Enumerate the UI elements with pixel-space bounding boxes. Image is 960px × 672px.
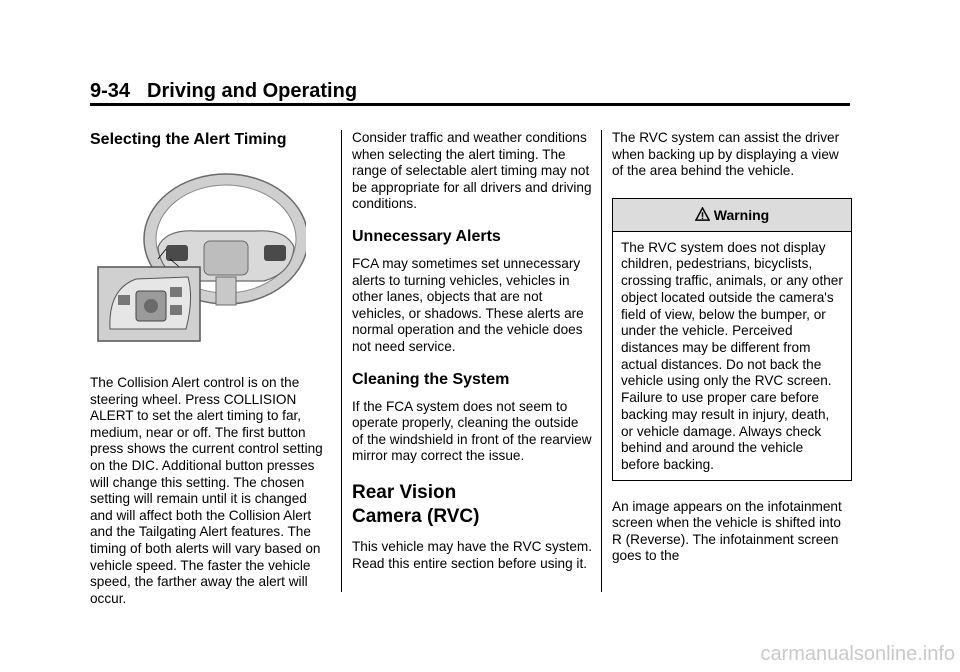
alert-timing-text: The Collision Alert control is on the steering wheel. Press COLLISION ALERT to set the alert timing to far, medium, near or off. The first button press shows the current control setting on the DIC. Additional button presses will change this setting. The chosen setting will remain until it is changed and will affect both the Collision Alert and the Tailgating Alert features. The timing of both alerts will vary based on vehicle speed. The faster the vehicle speed, the farther away the alert will occur. (90, 375, 323, 606)
cleaning-system-text: If the FCA system does not seem to operate properly, cleaning the outside of the windshield in front of the rearview mirror may correct the issue. (352, 398, 592, 464)
warning-icon (695, 207, 710, 222)
page-number: 9-34 (90, 80, 131, 102)
warning-title: Warning (713, 206, 770, 223)
heading-cleaning-system: Cleaning the System (352, 370, 510, 388)
rvc-intro-text: This vehicle may have the RVC system. Read this entire section before using it. (352, 538, 592, 571)
column-divider-2 (601, 130, 602, 592)
unnecessary-alerts-text: FCA may sometimes set unnecessary alerts to turning vehicles, vehicles in other lanes, objects that are not vehicles, or shadows. These alerts are normal operation and the vehicle does not need service. (352, 255, 584, 354)
steering-wheel-icon (96, 169, 306, 359)
column-2 (352, 130, 592, 572)
column-1 (90, 130, 330, 607)
steering-wheel-illustration (96, 169, 306, 359)
header-rule (90, 103, 850, 106)
heading-unnecessary-alerts: Unnecessary Alerts (352, 227, 501, 245)
timing-consideration-text: Consider traffic and weather conditions when selecting the alert timing. The range of selectable alert timing may not be appropriate for all drivers and driving conditions. (352, 130, 592, 212)
section-title: Driving and Operating (147, 80, 358, 102)
warning-header (613, 199, 851, 232)
warning-box (612, 198, 852, 481)
column-divider-1 (341, 130, 342, 592)
infotainment-text: An image appears on the infotainment screen when the vehicle is shifted into R (Reverse). The infotainment screen goes to the (612, 498, 842, 564)
rvc-assist-text: The RVC system can assist the driver when backing up by displaying a view of the area behind the vehicle. (612, 130, 840, 179)
column-3 (612, 130, 852, 565)
page-header (90, 80, 357, 103)
warning-text: The RVC system does not display children, pedestrians, bicyclists, crossing traffic, animals, or any other object located outside the camera's field of view, below the bumper, or under the vehicle. Perceived distances may be different from actual distances. Do not back the vehicle using only the RVC screen. Failure to use proper care before backing may result in injury, death, or vehicle damage. Always check behind and around the vehicle before backing. (621, 239, 843, 472)
heading-rvc-line2: Camera (RVC) (352, 505, 480, 527)
watermark: carmanualsonline.info (760, 643, 955, 665)
heading-alert-timing: Selecting the Alert Timing (90, 131, 287, 148)
heading-rvc-line1: Rear Vision (352, 481, 457, 503)
